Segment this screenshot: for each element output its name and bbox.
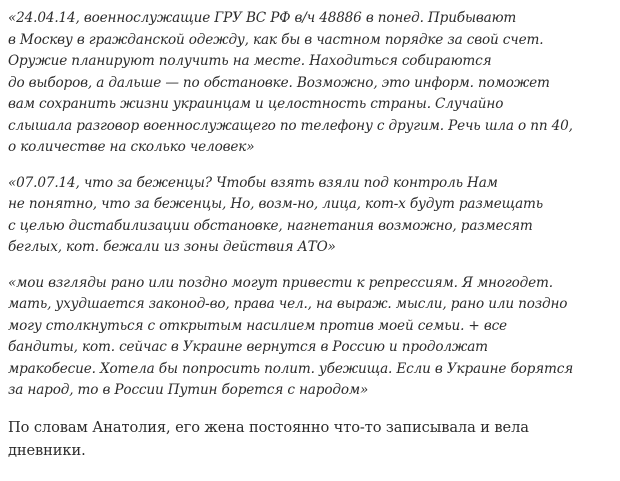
quote-line: мать, ухудшается законод-во, права чел., на выраж. мысли, рано или поздно	[8, 296, 568, 312]
quote-line: до выборов, а дальше — по обстановке. Возможно, это информ. поможет	[8, 74, 550, 91]
diary-quote-2	[8, 173, 612, 259]
quote-line: мракобесие. Хотела бы попросить полит. убежища. Если в Украине борятся	[8, 360, 574, 377]
quote-line: «24.04.14, военнослужащие ГРУ ВС РФ в/ч 48886 в понед. Прибывают	[8, 10, 517, 26]
diary-quote-1	[8, 8, 612, 159]
quote-line: не понятно, что за беженцы, Но, возм-но, лица, кот-х будут размещать	[8, 196, 544, 212]
quote-line: в Москву в гражданской одежду, как бы в частном порядке за свой счет.	[8, 31, 544, 48]
quote-line: слышала разговор военнослужащего по телефону с другим. Речь шла о пп 40,	[8, 117, 573, 134]
quote-line: беглых, кот. бежали из зоны действия АТО»	[8, 239, 336, 255]
body-paragraph	[8, 416, 612, 462]
quote-line: вам сохранить жизни украинцам и целостность страны. Случайно	[8, 96, 504, 112]
quote-line: «мои взгляды рано или поздно могут привести к репрессиям. Я многодет.	[8, 274, 553, 291]
diary-quote-3	[8, 273, 612, 402]
quote-line: о количестве на сколько человек»	[8, 139, 255, 155]
quote-line: бандиты, кот. сейчас в Украине вернутся в Россию и продолжат	[8, 339, 488, 355]
quote-line: с целью дистабилизации обстановке, нагнетания возможно, размесят	[8, 217, 533, 234]
quote-line: могу столкнуться с открытым насилием против моей семьи. + все	[8, 317, 507, 334]
quote-line: за народ, то в России Путин борется с народом»	[8, 382, 369, 398]
article-body	[8, 8, 612, 462]
quote-line: «07.07.14, что за беженцы? Чтобы взять взяли под контроль Нам	[8, 174, 498, 191]
paragraph-line: дневники.	[8, 441, 86, 459]
quote-line: Оружие планируют получить на месте. Находиться собираются	[8, 53, 492, 69]
paragraph-line: По словам Анатолия, его жена постоянно что-то записывала и вела	[8, 418, 529, 436]
